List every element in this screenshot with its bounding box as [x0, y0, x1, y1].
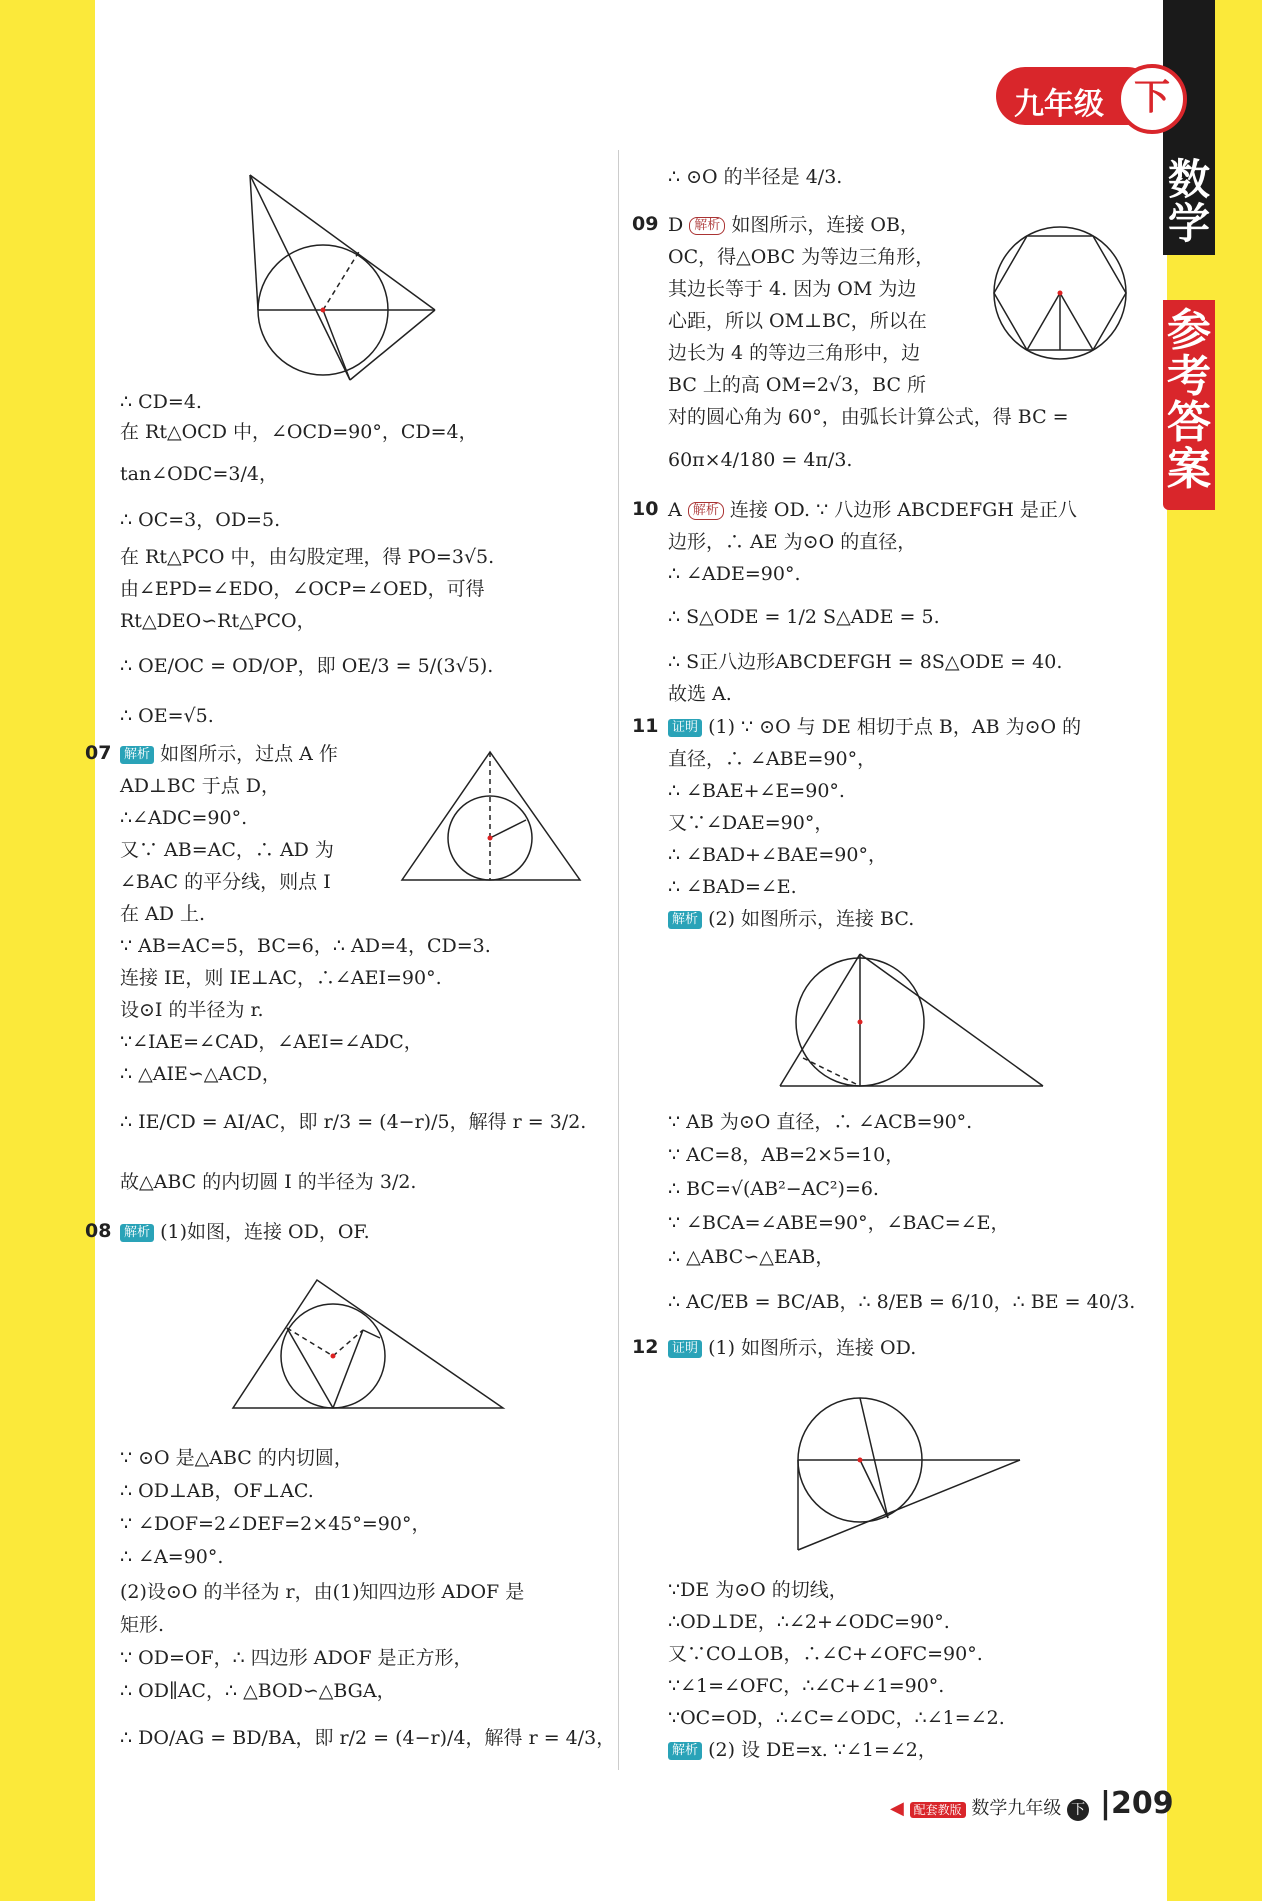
text-line: ∴ IE/CD = AI/AC，即 r/3 = (4−r)/5，解得 r = 3/2. — [120, 1111, 587, 1133]
text-line: 又∵∠DAE=90°， — [668, 812, 834, 834]
page-number: |209 — [1100, 1786, 1174, 1821]
text-line: ∴ OD⊥AB，OF⊥AC. — [120, 1480, 314, 1502]
text-line: ∴ S正八边形ABCDEFGH = 8S△ODE = 40. — [668, 651, 1063, 673]
text-line: ∵ ∠BCA=∠ABE=90°，∠BAC=∠E， — [668, 1212, 1010, 1234]
text-line: 对的圆心角为 60°，由弧长计算公式，得 BC = — [668, 406, 1069, 428]
text-line: ∴ △AIE∽△ACD， — [120, 1063, 281, 1085]
volume-badge: 下 — [1117, 64, 1187, 134]
question-number: 07 — [85, 742, 112, 764]
answer-choice: A — [668, 499, 682, 521]
book-title: 数学九年级 — [971, 1798, 1062, 1819]
figure-circle-oc-ob — [780, 1385, 1050, 1560]
analysis-tag: 解析 — [688, 502, 724, 520]
question-07-first-line — [120, 742, 338, 766]
text-line: ∴ DO/AG = BD/BA，即 r/2 = (4−r)/4，解得 r = 4/3， — [120, 1727, 616, 1749]
text-line: ∴ ∠BAE+∠E=90°. — [668, 780, 845, 802]
text-line: AD⊥BC 于点 D， — [120, 775, 280, 797]
column-divider — [618, 150, 619, 1770]
q12-part2-line — [668, 1738, 937, 1762]
question-09-first-line — [668, 213, 919, 237]
text-line: 连接 OD. ∵ 八边形 ABCDEFGH 是正八 — [729, 499, 1077, 521]
text-line: ∵OC=OD，∴∠C=∠ODC，∴∠1=∠2. — [668, 1707, 1005, 1729]
text-line: 故选 A. — [668, 683, 732, 705]
text-line: ∴ OD∥AC，∴ △BOD∽△BGA， — [120, 1680, 396, 1702]
text-line: Rt△DEO∽Rt△PCO， — [120, 610, 316, 632]
text-line: (1)如图，连接 OD，OF. — [160, 1221, 370, 1243]
section-label: 参考答案 — [1167, 305, 1211, 495]
question-number: 08 — [85, 1220, 112, 1242]
text-line: 矩形. — [120, 1614, 165, 1636]
text-line: 又∵CO⊥OB，∴∠C+∠OFC=90°. — [668, 1643, 983, 1665]
page-number-text: 209 — [1110, 1786, 1174, 1821]
text-line: ∠BAC 的平分线，则点 I — [120, 871, 331, 893]
text-line: 边形，∴ AE 为⊙O 的直径， — [668, 531, 917, 553]
text-line: ∵ ⊙O 是△ABC 的内切圆， — [120, 1447, 353, 1469]
text-line: 由∠EPD=∠EDO，∠OCP=∠OED，可得 — [120, 578, 485, 600]
text-line: 在 Rt△PCO 中，由勾股定理，得 PO=3√5. — [120, 546, 495, 568]
text-line: 60π×4/180 = 4π/3. — [668, 449, 853, 471]
question-number: 09 — [632, 213, 659, 235]
figure-circle-tangent — [235, 155, 455, 385]
page-footer — [890, 1794, 1089, 1821]
proof-tag: 证明 — [668, 719, 702, 737]
text-line: 其边长等于 4. 因为 OM 为边 — [668, 278, 917, 300]
text-line: ∴ ∠BAD=∠E. — [668, 876, 797, 898]
figure-incircle-right — [225, 1268, 525, 1423]
analysis-tag: 解析 — [668, 911, 702, 929]
grade-text: 九年级 — [1014, 87, 1104, 122]
text-line: 边长为 4 的等边三角形中，边 — [668, 342, 921, 364]
question-number: 11 — [632, 715, 659, 737]
text-line: ∴ ⊙O 的半径是 4/3. — [668, 166, 843, 188]
arrow-left-icon: ◀ — [890, 1798, 904, 1819]
text-line: 连接 IE，则 IE⊥AC，∴∠AEI=90°. — [120, 967, 442, 989]
text-line: 又∵ AB=AC，∴ AD 为 — [120, 839, 334, 861]
question-number: 10 — [632, 498, 659, 520]
text-line: ∴ CD=4. — [120, 391, 202, 413]
text-line: ∵ AB 为⊙O 直径，∴ ∠ACB=90°. — [668, 1111, 973, 1133]
analysis-tag: 解析 — [689, 217, 725, 235]
text-line: 故△ABC 的内切圆 I 的半径为 3/2. — [120, 1171, 417, 1193]
text-line: ∴ BC=√(AB²−AC²)=6. — [668, 1178, 879, 1200]
text-line: 设⊙I 的半径为 r. — [120, 999, 264, 1021]
text-line: ∴∠ADC=90°. — [120, 807, 248, 829]
text-line: ∴ ∠BAD+∠BAE=90°， — [668, 844, 887, 866]
text-line: ∵ AC=8，AB=2×5=10， — [668, 1144, 905, 1166]
text-line: ∴ OE=√5. — [120, 705, 214, 727]
figure-circle-tangent-de — [775, 940, 1055, 1090]
question-10-first-line — [668, 498, 1077, 522]
analysis-tag: 解析 — [668, 1742, 702, 1760]
text-line: ∵ AB=AC=5，BC=6，∴ AD=4，CD=3. — [120, 935, 491, 957]
text-line: (2) 如图所示，连接 BC. — [708, 908, 915, 930]
text-line: ∴OD⊥DE，∴∠2+∠ODC=90°. — [668, 1611, 950, 1633]
question-11-first-line — [668, 715, 1081, 739]
question-12-first-line — [668, 1336, 916, 1360]
text-line: tan∠ODC=3/4， — [120, 463, 278, 485]
answer-choice: D — [668, 214, 684, 236]
text-line: 在 AD 上. — [120, 903, 206, 925]
text-line: 如图所示，过点 A 作 — [160, 743, 338, 765]
text-line: (1) 如图所示，连接 OD. — [708, 1337, 917, 1359]
text-line: ∵ ∠DOF=2∠DEF=2×45°=90°， — [120, 1513, 431, 1535]
subject-text: 数学 — [1167, 155, 1210, 249]
text-line: ∵ OD=OF，∴ 四边形 ADOF 是正方形， — [120, 1647, 473, 1669]
text-line: ∵DE 为⊙O 的切线， — [668, 1579, 848, 1601]
brand-badge: 配套教版 — [910, 1802, 966, 1818]
question-number: 12 — [632, 1336, 659, 1358]
text-line: ∴ AC/EB = BC/AB，∴ 8/EB = 6/10，∴ BE = 40/3. — [668, 1291, 1136, 1313]
text-line: ∵∠1=∠OFC，∴∠C+∠1=90°. — [668, 1675, 945, 1697]
right-margin-band — [1167, 0, 1262, 1901]
figure-hexagon — [980, 215, 1140, 365]
text-line: ∴ OC=3，OD=5. — [120, 509, 281, 531]
figure-incircle-isosceles — [392, 740, 602, 900]
text-line: BC 上的高 OM=2√3，BC 所 — [668, 374, 927, 396]
text-line: 心距，所以 OM⊥BC，所以在 — [668, 310, 927, 332]
subject-label — [1163, 155, 1215, 249]
text-line: ∴ △ABC∽△EAB， — [668, 1246, 835, 1268]
text-line: ∵∠IAE=∠CAD，∠AEI=∠ADC， — [120, 1031, 423, 1053]
text-line: ∴ ∠ADE=90°. — [668, 563, 801, 585]
analysis-tag: 解析 — [120, 1224, 154, 1242]
text-line: ∴ S△ODE = 1/2 S△ADE = 5. — [668, 606, 940, 628]
volume-circle: 下 — [1067, 1799, 1089, 1821]
text-line: 在 Rt△OCD 中，∠OCD=90°，CD=4， — [120, 421, 478, 443]
text-line: OC，得△OBC 为等边三角形， — [668, 246, 935, 268]
text-line: 如图所示，连接 OB， — [731, 214, 919, 236]
text-line: 直径，∴ ∠ABE=90°， — [668, 748, 877, 770]
text-line: ∴ ∠A=90°. — [120, 1546, 224, 1568]
analysis-tag: 解析 — [120, 746, 154, 764]
text-line: (2)设⊙O 的半径为 r，由(1)知四边形 ADOF 是 — [120, 1581, 525, 1603]
text-line: ∴ OE/OC = OD/OP，即 OE/3 = 5/(3√5). — [120, 655, 494, 677]
left-margin-band — [0, 0, 95, 1901]
question-08-first-line — [120, 1220, 370, 1244]
proof-tag: 证明 — [668, 1340, 702, 1358]
text-line: (1) ∵ ⊙O 与 DE 相切于点 B，AB 为⊙O 的 — [708, 716, 1082, 738]
text-line: (2) 设 DE=x. ∵∠1=∠2， — [708, 1739, 937, 1761]
q11-part2-line — [668, 907, 914, 931]
